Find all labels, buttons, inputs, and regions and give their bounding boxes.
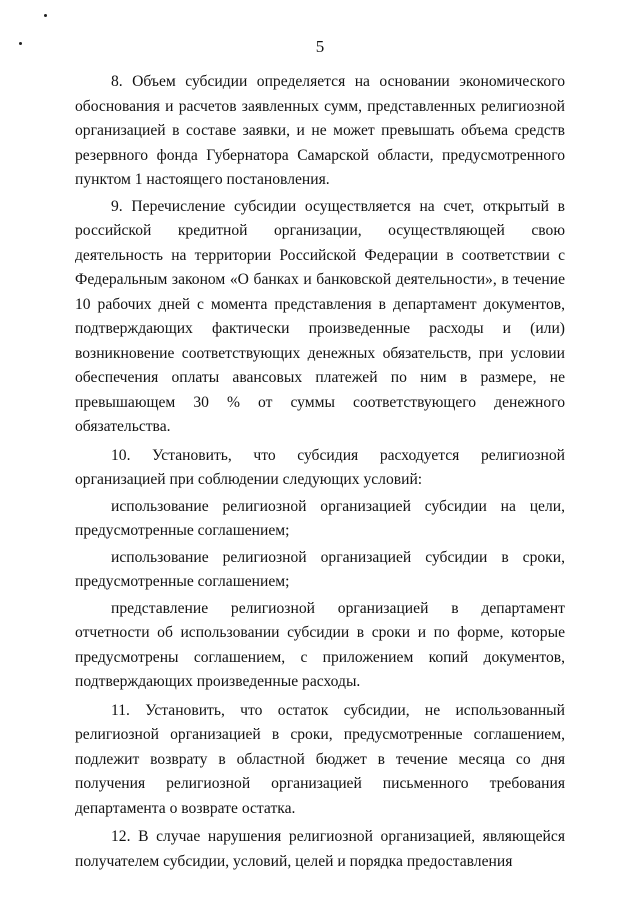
document-body (75, 70, 565, 874)
page-number: 5 (315, 37, 325, 56)
paragraph-8: 8. Объем субсидии определяется на основании экономического обоснования и расчетов заявленных сумм, представленных религиозной организацией в составе заявки, и не может превышать объема средств резервного фонда Губернатора Самарской области, предусмотренного пунктом 1 настоящего постановления. (75, 73, 565, 188)
condition-item-1: использование религиозной организацией субсидии на цели, предусмотренные соглашением; (75, 497, 565, 539)
condition-item-2: использование религиозной организацией субсидии в сроки, предусмотренные соглашением; (75, 548, 565, 590)
paragraph-11: 11. Установить, что остаток субсидии, не использованный религиозной организацией в сроки, предусмотренные соглашением, подлежит возврату в областной бюджет в течение месяца со дня получения религиозной организацией письменного требования департамента о возврате остатка. (75, 701, 565, 817)
paragraph-9: 9. Перечисление субсидии осуществляется на счет, открытый в российской кредитной организации, осуществляющей свою деятельность на территории Российской Федерации в соответствии с Федеральным законом «О банках и банковской деятельности», в течение 10 рабочих дней с момента представления в департамент документов, подтверждающих фактически произведенные расходы и (или) возникновение соответствующих денежных обязательств, при условии обеспечения оплаты авансовых платежей по ним в размере, не превышающем 30 % от суммы соответствующего денежного обязательства. (75, 197, 565, 435)
condition-item-3: представление религиозной организацией в департамент отчетности об использовании субсидии в сроки и по форме, которые предусмотрены соглашением, с приложением копий документов, подтверждающих произведенные расходы. (75, 599, 565, 690)
paragraph-12: 12. В случае нарушения религиозной организацией, являющейся получателем субсидии, условий, целей и порядка предоставления (75, 828, 565, 870)
paragraph-10: 10. Установить, что субсидия расходуется религиозной организацией при соблюдении следующих условий: (75, 446, 565, 488)
scan-speck (44, 14, 47, 17)
